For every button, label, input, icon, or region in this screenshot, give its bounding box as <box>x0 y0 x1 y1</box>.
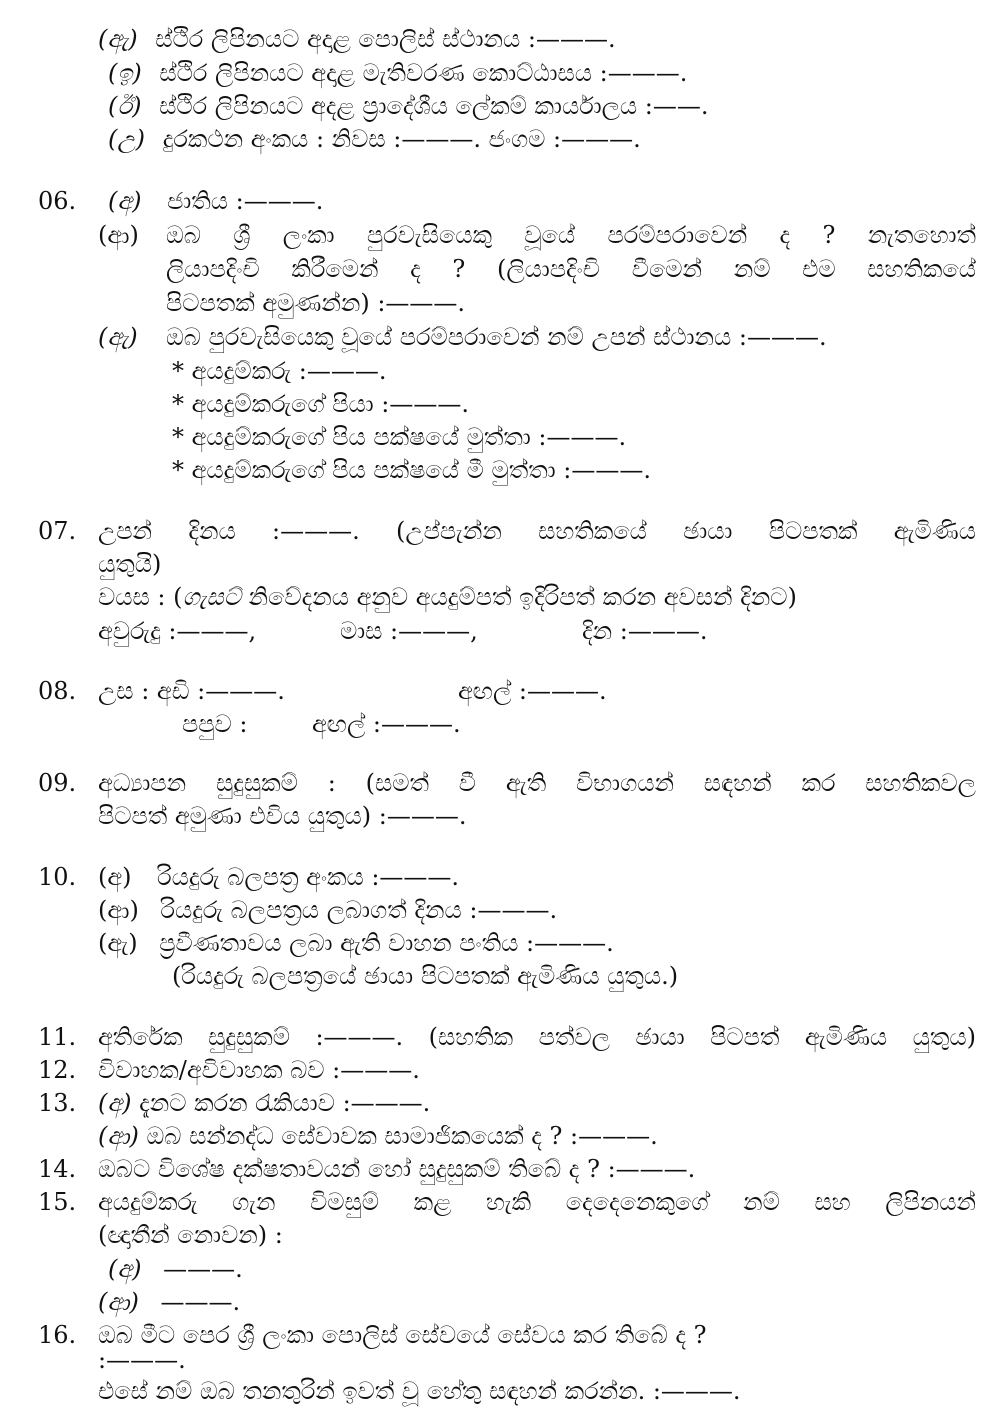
license-note: (රියදුරු බලපත්‍රයේ ඡායා පිටපතක් ඇමිණිය යුතුය.) <box>172 962 679 990</box>
education-line1: අධ්‍යාපන සුදුසුකම් : (සමත් වී ඇති විභාගයන් සඳහන් කර සහතිකවල <box>98 769 976 797</box>
item-13-aa <box>98 1121 658 1151</box>
item-mark: (ආ) <box>98 896 139 924</box>
age-line <box>98 582 797 612</box>
age-months: මාස :———, <box>340 617 478 645</box>
referee-aa <box>98 1287 240 1317</box>
item-mark: (ආ) <box>98 1122 139 1150</box>
item-10-a <box>98 862 459 892</box>
previous-service-question: ඔබ මීට පෙර ශ්‍රී ලංකා පොලිස් සේවයේ සේවය කර තිබේ ද ? <box>98 1321 707 1349</box>
item-mark: (ඉ) <box>108 59 142 87</box>
item-06-aa-line3: පිටපතක් අමුණන්න) :———. <box>166 289 466 317</box>
bullet-great-grandfather: * අයදුම්කරුගේ පිය පක්ෂයේ මී මුත්තා :———. <box>172 456 651 484</box>
item-text: දැනට කරන රැකියාව :———. <box>139 1089 431 1117</box>
age-label: වයස : ( <box>98 583 183 611</box>
gazette-word: ගැසට් <box>182 583 241 611</box>
bullet-father: * අයදුම්කරුගේ පියා :———. <box>172 390 470 418</box>
item-06-ae-mark: (ඇ) <box>98 323 138 351</box>
item-text: ස්ථිර ලිපිනයට අදාළ පොලිස් ස්ථානය :———. <box>155 25 616 53</box>
item-mark: (ඊ) <box>108 92 142 120</box>
item-10-aa <box>98 895 557 925</box>
section-number-07: 07. <box>38 517 77 545</box>
item-mark: (ඇ) <box>98 25 138 53</box>
item-text: ඔබ සන්නද්ධ සේවාවක සාමාජිකයෙක් ද ? :———. <box>146 1122 658 1150</box>
marital-status: විවාහක/අවිවාහක බව :———. <box>98 1056 420 1084</box>
item-text: ———. <box>160 1288 241 1316</box>
item-mark: (අ) <box>108 1255 142 1283</box>
bullet-applicant: * අයදුම්කරු :———. <box>172 357 387 385</box>
item-05-u <box>108 124 641 154</box>
item-06-a <box>108 186 323 216</box>
section-number-12: 12. <box>38 1056 77 1084</box>
item-mark: (උ) <box>108 125 146 153</box>
referees-line2: (ඥාතීන් නොවන) : <box>98 1221 283 1249</box>
item-text: දුරකථන අංකය : නිවස :———. ජංගම :———. <box>162 125 641 153</box>
referees-line1: අයදුම්කරු ගැන විමසුම් කළ හැකි දෙදෙනෙකුගේ නම් සහ ලිපිනයන් <box>98 1188 976 1216</box>
section-number-11: 11. <box>38 1023 77 1051</box>
bullet-grandfather: * අයදුම්කරුගේ පිය පක්ෂයේ මුත්තා :———. <box>172 423 627 451</box>
section-number-15: 15. <box>38 1188 77 1216</box>
item-10-ae <box>98 928 614 958</box>
height-feet: උස : අඩි :———. <box>98 677 285 705</box>
section-number-08: 08. <box>38 677 77 705</box>
education-line2: පිටපත් අමුණා එවිය යුතුය) :———. <box>98 802 467 830</box>
item-05-ii <box>108 91 709 121</box>
item-05-i <box>108 58 687 88</box>
leaving-reason: එසේ නම් ඔබ තනතුරින් ඉවත් වූ හේතු සඳහන් කරන්න. :———. <box>98 1377 741 1405</box>
item-06-aa-line1: ඔබ ශ්‍රී ලංකා පුරවැසියෙකු වූයේ පරම්පරාවෙන් ද ? නැතහොත් <box>166 221 976 249</box>
age-desc: නිවේදනය අනුව අයදුම්පත් ඉදිරිපත් කරන අවසන් දිනට) <box>240 583 797 611</box>
section-number-10: 10. <box>38 863 77 891</box>
birthday-line2: යුතුයි) <box>98 550 162 578</box>
section-number-16: 16. <box>38 1321 77 1349</box>
item-mark: (අ) <box>98 1089 132 1117</box>
item-text: රියදුරු බලපත්‍ර අංකය :———. <box>157 863 460 891</box>
item-mark: (අ) <box>108 187 142 215</box>
item-mark: (ඇ) <box>98 929 138 957</box>
chest-inches: අඟල් :———. <box>312 710 461 738</box>
item-13-a <box>98 1088 430 1118</box>
section-number-06: 06. <box>38 187 77 215</box>
item-text: ———. <box>163 1255 243 1283</box>
item-text: රියදුරු බලපත්‍රය ලබාගත් දිනය :———. <box>160 896 558 924</box>
section-number-09: 09. <box>38 769 77 797</box>
item-06-aa-line2: ලියාපදිංචි කිරීමෙන් ද ? (ලියාපදිංචි වීමෙන් නම් එම සහතිකයේ <box>166 255 976 283</box>
age-years: අවුරුදු :———, <box>98 617 257 645</box>
item-mark: (අ) <box>98 863 132 891</box>
age-days: දින :———. <box>582 617 708 645</box>
birthday-line: උපන් දිනය :———. (උප්පැන්න සහතිකයේ ඡායා පිටපතක් ඇමිණිය <box>98 517 976 545</box>
chest-label: පපුව : <box>182 710 248 738</box>
item-text: ස්ථිර ලිපිනයට අදළ ප්‍රාදේශීය ලේකම් කාර්යාලය :——. <box>159 92 709 120</box>
item-06-aa-mark: (ආ) <box>98 221 139 249</box>
section-number-14: 14. <box>38 1155 77 1183</box>
special-skills: ඔබට විශේෂ දක්ෂතාවයන් හෝ සුදුසුකම් තිබේ ද ? :———. <box>98 1155 696 1183</box>
item-text: ස්ථිර ලිපිනයට අදාළ මැතිවරණ කොට්ඨාසය :———. <box>159 59 688 87</box>
referee-a <box>108 1254 243 1284</box>
item-text: ප්‍රවීණතාවය ලබා ඇති වාහන පංතිය :———. <box>159 929 614 957</box>
item-text: ජාතිය :———. <box>167 187 324 215</box>
section-number-13: 13. <box>38 1089 77 1117</box>
additional-qualifications: අතිරේක සුදුසුකම් :———. (සහතික පත්වල ඡායා පිටපත් ඇමිණිය යුතුය) <box>98 1023 976 1051</box>
previous-service-answer: :———. <box>98 1346 186 1374</box>
item-06-ae-text: ඔබ පුරවැසියෙකු වූයේ පරම්පරාවෙන් නම් උපන් ස්ථානය :———. <box>166 323 827 351</box>
height-inches: අඟල් :———. <box>458 677 607 705</box>
item-mark: (ආ) <box>98 1288 139 1316</box>
item-05-ae <box>98 24 616 54</box>
